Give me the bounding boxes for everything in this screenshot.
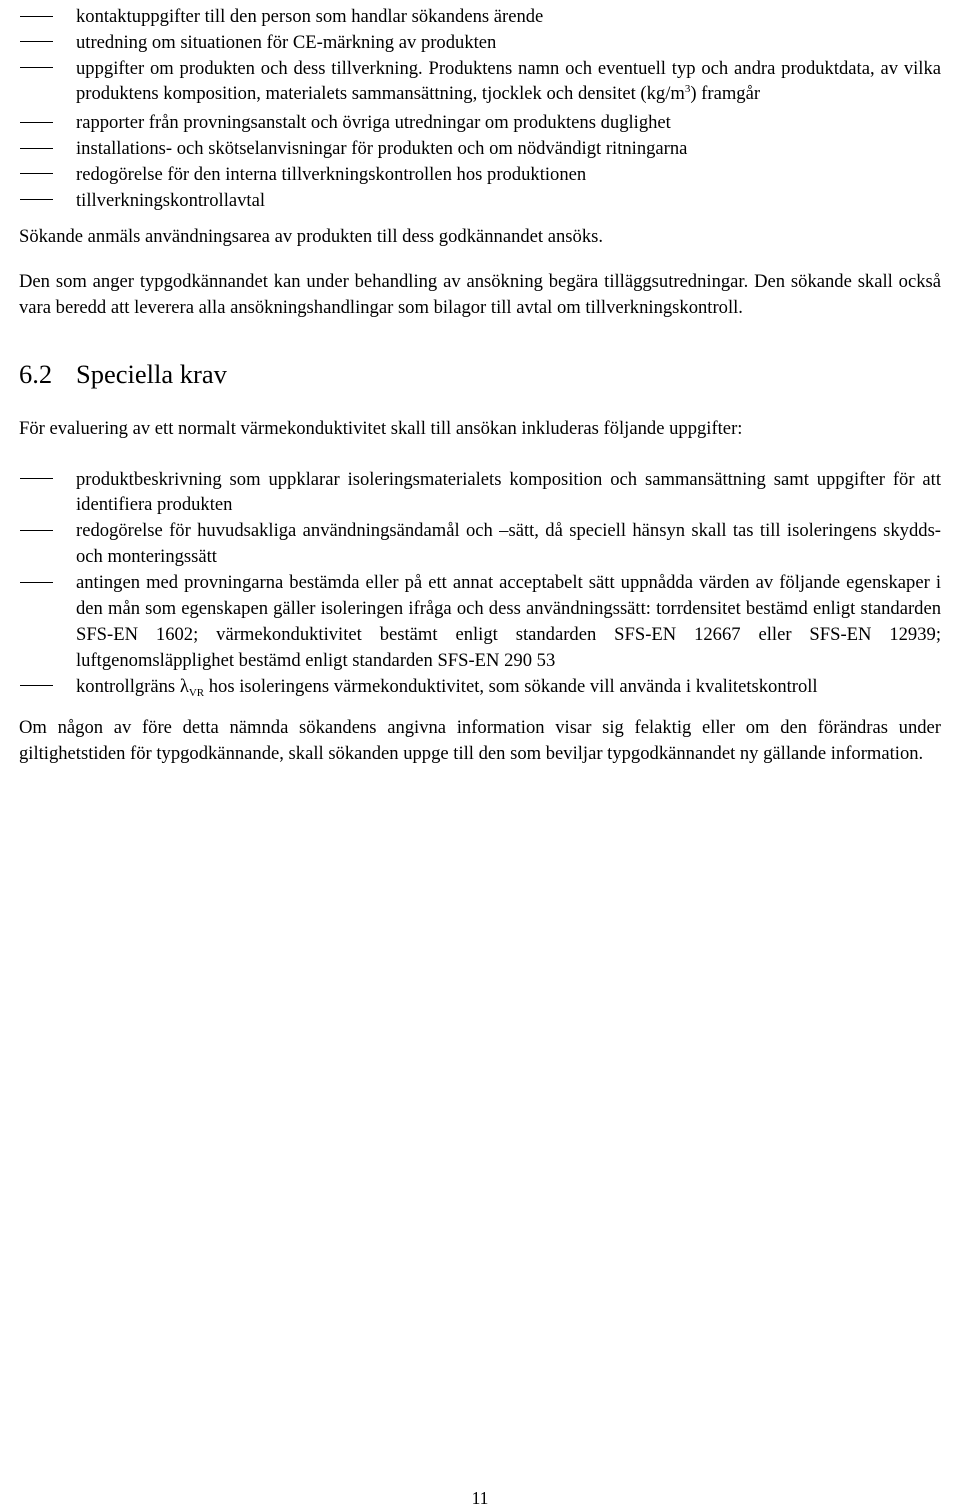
section-heading — [19, 358, 941, 390]
list-item — [19, 188, 941, 214]
list-item-text: kontaktuppgifter till den person som handlar sökandens ärende — [76, 6, 544, 27]
additional-reports-paragraph: Den som anger typgodkännandet kan under behandling av ansökning begära tilläggsutredningar. Den sökande skall också vara beredd att leverera alla ansökningshandlingar som bilagor till avtal om tillverkningskontroll. — [19, 271, 941, 318]
list-item-text: installations- och skötselanvisningar för produkten och om nödvändigt ritningarna — [76, 137, 688, 159]
page-number: 11 — [471, 1488, 489, 1508]
list-item — [19, 674, 941, 703]
list-item — [19, 467, 941, 519]
application-contents-list — [19, 4, 941, 213]
list-item-text: rapporter från provningsanstalt och övriga utredningar om produktens duglighet — [76, 112, 671, 134]
list-item — [19, 4, 941, 30]
list-item — [19, 518, 941, 570]
density-suffix: ) framgår — [690, 83, 761, 105]
list-item-text: produktbeskrivning som uppklarar isoleringsmaterialets komposition och sammansättning samt uppgifter för att identifiera produkten — [76, 468, 941, 516]
list-item-text: utredning om situationen för CE-märkning av produkten — [76, 31, 497, 53]
evaluation-intro-paragraph: För evaluering av ett normalt värmekonduktivitet skall till ansökan inkluderas följande uppgifter: — [19, 417, 743, 439]
information-change-paragraph: Om någon av före detta nämnda sökandens angivna information visar sig felaktig eller om den förändras under giltighetstiden för typgodkännande, skall sökanden uppge till den som beviljar typgodkännandet ny gällande information. — [19, 716, 941, 764]
usage-area-paragraph: Sökande anmäls användningsarea av produkten till dess godkännandet ansöks. — [19, 226, 604, 248]
list-item — [19, 136, 941, 162]
lambda-subscript: VR — [188, 686, 205, 699]
list-item-text: antingen med provningarna bestämda eller på ett annat acceptabelt sätt uppnådda värden av följande egenskaper i den mån som egenskapen gäller isoleringen ifråga och dess användningssätt: torrdensitet bestämd enligt standarden SFS-EN 1602; värmekonduktivitet bestämt enligt standarden SFS-EN 12667 eller SFS-EN 12939; luftgenomsläpplighet bestämd enligt standarden SFS-EN 290 53 — [76, 572, 941, 671]
section-title: Speciella krav — [76, 358, 227, 389]
list-item — [19, 110, 941, 136]
list-item-text: redogörelse för den interna tillverkningskontrollen hos produktionen — [76, 163, 587, 185]
density-superscript: 3 — [684, 83, 691, 96]
list-item-text: redogörelse för huvudsakliga användningsändamål och –sätt, då speciell hänsyn skall tas till isoleringens skydds- och monteringssätt — [76, 520, 941, 568]
lambda-suffix: hos isoleringens värmekonduktivitet, som sökande vill använda i kvalitetskontroll — [204, 675, 818, 697]
lambda-prefix: kontrollgräns — [76, 675, 180, 697]
list-item-text: tillverkningskontrollavtal — [76, 189, 266, 211]
list-item — [19, 30, 941, 56]
lambda-symbol: λ — [179, 675, 189, 697]
section-number: 6.2 — [19, 358, 53, 389]
list-item-text: uppgifter om produkten och dess tillverkning. Produktens namn och eventuell typ och andra produktdata, av vilka produktens komposition, materialets sammansättning, tjocklek och densitet (kg/m — [76, 57, 941, 105]
page-content — [19, 4, 941, 766]
list-item — [19, 570, 941, 674]
list-item — [19, 56, 941, 111]
list-item — [19, 162, 941, 188]
requirements-list — [19, 467, 941, 703]
